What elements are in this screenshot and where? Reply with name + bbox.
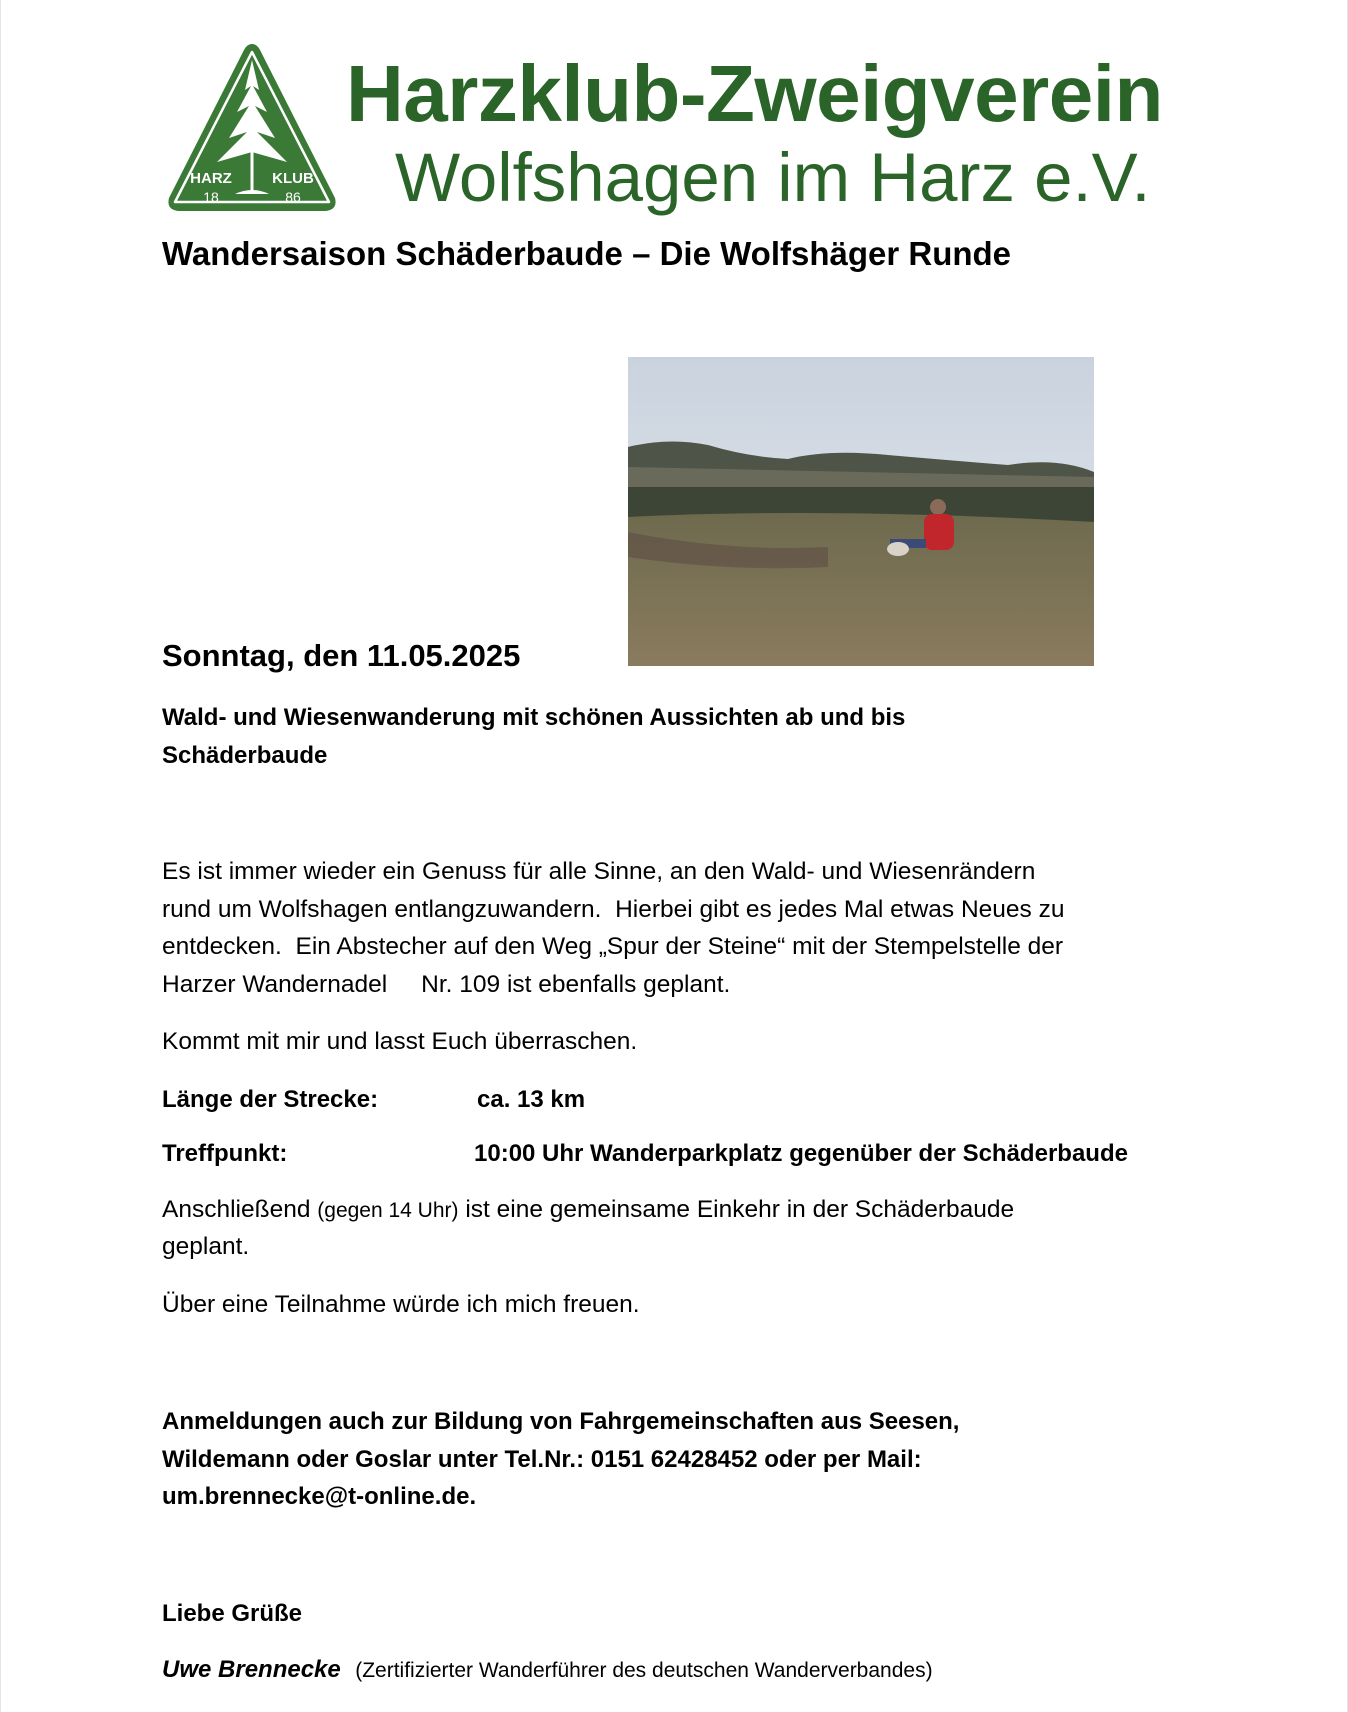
greeting: Liebe Grüße xyxy=(162,1600,303,1627)
harzklub-logo xyxy=(165,40,339,215)
signature-role: (Zertifizierter Wanderführer des deutschen Wanderverbandes) xyxy=(355,1659,933,1682)
registration-line: Anmeldungen auch zur Bildung von Fahrgemeinschaften aus Seesen, xyxy=(162,1408,960,1435)
svg-text:HARZ: HARZ xyxy=(190,170,232,187)
svg-text:KLUB: KLUB xyxy=(272,170,314,187)
length-value: ca. 13 km xyxy=(477,1086,586,1113)
description-line: Es ist immer wieder ein Genuss für alle Sinne, an den Wald- und Wiesenrändern xyxy=(162,858,1036,885)
signature xyxy=(162,1656,933,1684)
closing-text: Über eine Teilnahme würde ich mich freuen. xyxy=(162,1291,640,1318)
event-heading: Wandersaison Schäderbaude – Die Wolfshäger Runde xyxy=(162,235,1012,272)
afterwards-line2: geplant. xyxy=(162,1233,250,1260)
club-title: Harzklub-Zweigverein xyxy=(346,49,1163,138)
invite-text: Kommt mit mir und lasst Euch überraschen. xyxy=(162,1028,638,1055)
meeting-label: Treffpunkt: xyxy=(162,1140,288,1167)
description-line: rund um Wolfshagen entlangzuwandern. Hierbei gibt es jedes Mal etwas Neues zu xyxy=(162,896,1065,923)
description-line: Harzer Wandernadel Nr. 109 ist ebenfalls geplant. xyxy=(162,971,731,998)
afterwards-post: ist eine gemeinsame Einkehr in der Schäderbaude xyxy=(458,1196,1015,1223)
meeting-value: 10:00 Uhr Wanderparkplatz gegenüber der Schäderbaude xyxy=(474,1140,1128,1167)
svg-text:86: 86 xyxy=(285,189,301,205)
description-line: entdecken. Ein Abstecher auf den Weg „Spur der Steine“ mit der Stempelstelle der xyxy=(162,933,1064,960)
tour-title-line: Schäderbaude xyxy=(162,742,328,769)
afterwards-pre: Anschließend xyxy=(162,1196,318,1223)
afterwards-text xyxy=(162,1196,1014,1224)
registration-email[interactable]: um.brennecke@t-online.de. xyxy=(162,1483,477,1510)
club-subtitle: Wolfshagen im Harz e.V. xyxy=(395,139,1151,216)
event-date: Sonntag, den 11.05.2025 xyxy=(162,638,521,673)
afterwards-time: (gegen 14 Uhr) xyxy=(317,1199,459,1222)
signature-name: Uwe Brennecke xyxy=(162,1656,341,1683)
length-label: Länge der Strecke: xyxy=(162,1086,379,1113)
tour-title-line: Wald- und Wiesenwanderung mit schönen Aussichten ab und bis xyxy=(162,704,906,731)
svg-text:18: 18 xyxy=(203,189,219,205)
registration-line: Wildemann oder Goslar unter Tel.Nr.: 0151 62428452 oder per Mail: xyxy=(162,1446,922,1473)
hike-photo xyxy=(628,357,1094,666)
